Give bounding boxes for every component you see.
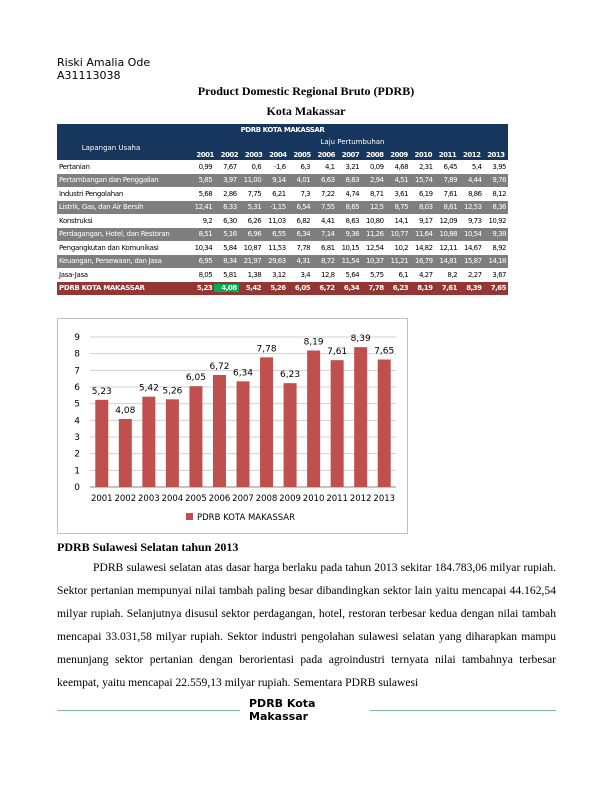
table-cell: 8,63	[345, 216, 360, 225]
x-tick-label: 2004	[161, 494, 184, 504]
row-label: Jasa-Jasa	[59, 270, 88, 279]
footer-divider-right	[370, 710, 556, 711]
row-label: Keuangan, Persewaan, dan Jasa	[59, 257, 162, 266]
table-header	[57, 136, 508, 160]
table-cell: 9,76	[492, 176, 507, 185]
table-row	[57, 228, 508, 242]
table-cell: 5,4	[471, 162, 482, 171]
table-cell: 12,5	[370, 203, 384, 212]
table-cell: 11,26	[366, 230, 384, 239]
pdrb-bar-chart	[57, 318, 408, 534]
x-tick-label: 2001	[90, 494, 113, 504]
table-cell: 3,21	[345, 162, 360, 171]
table-cell: 8,12	[492, 189, 507, 198]
table-cell: 2,31	[418, 162, 433, 171]
legend-label: PDRB KOTA MAKASSAR	[197, 513, 296, 523]
table-cell: 6,26	[247, 216, 262, 225]
y-tick-label: 5	[74, 399, 80, 410]
table-cell: 7,78	[296, 243, 311, 252]
x-tick-label: 2009	[279, 494, 301, 504]
total-cell: 7,61	[441, 284, 458, 293]
data-label: 5,23	[91, 386, 112, 397]
total-cell: 4,08	[214, 284, 238, 292]
row-label: Pengangkutan dan Komunikasi	[59, 243, 159, 252]
table-body	[57, 160, 508, 295]
table-cell: 4,27	[418, 270, 433, 279]
x-tick-label: 2003	[138, 494, 160, 504]
table-cell: 12,41	[194, 203, 213, 212]
table-cell: 2,27	[467, 270, 482, 279]
y-tick-label: 8	[74, 349, 80, 360]
total-cell: 8,39	[466, 284, 482, 293]
x-tick-label: 2010	[302, 494, 325, 504]
table-cell: 9,36	[345, 230, 360, 239]
table-cell: 16,79	[415, 257, 433, 266]
table-row	[57, 255, 508, 269]
table-cell: -1,15	[270, 203, 286, 212]
bar	[95, 400, 108, 487]
table-cell: 10,34	[194, 243, 213, 252]
table-cell: 6,96	[247, 230, 262, 239]
row-label: Konstruksi	[59, 216, 93, 225]
y-tick-label: 4	[74, 416, 80, 427]
data-label: 6,23	[280, 370, 301, 381]
table-cell: 5,68	[198, 189, 213, 198]
table-cell: 5,16	[223, 230, 237, 239]
table-cell: 8,05	[198, 270, 213, 279]
table-cell: 8,03	[418, 203, 433, 212]
table-cell: 6,55	[272, 230, 286, 239]
table-cell: 10,80	[366, 216, 384, 225]
table-cell: 3,61	[394, 189, 409, 198]
table-cell: 8,61	[443, 203, 458, 212]
y-tick-label: 1	[74, 466, 80, 477]
table-cell: 3,95	[492, 162, 507, 171]
table-row	[57, 201, 508, 215]
x-tick-label: 2011	[326, 494, 348, 504]
table-cell: 7,67	[223, 162, 237, 171]
table-cell: 7,14	[321, 230, 335, 239]
table-cell: 6,34	[296, 230, 311, 239]
table-cell: 3,12	[272, 270, 286, 279]
table-cell: 11,64	[415, 230, 433, 239]
table-cell: 4,41	[321, 216, 335, 225]
table-cell: 4,74	[345, 189, 360, 198]
year-header: 2002	[220, 151, 239, 159]
table-cell: 6,1	[398, 270, 409, 279]
total-cell: 6,34	[343, 284, 360, 293]
bar	[378, 360, 391, 488]
table-cell: 6,54	[296, 203, 311, 212]
total-label: PDRB KOTA MAKASSAR	[59, 284, 145, 293]
table-cell: 11,03	[268, 216, 286, 225]
year-header: 2011	[438, 151, 457, 159]
table-cell: 8,86	[467, 189, 482, 198]
x-tick-label: 2008	[255, 494, 278, 504]
row-label: Industri Pengolahan	[59, 189, 123, 198]
section-heading: PDRB Sulawesi Selatan tahun 2013	[57, 540, 239, 554]
table-cell: 11,21	[390, 257, 409, 266]
table-cell: 2,94	[370, 176, 384, 185]
total-cell: 6,72	[319, 284, 335, 293]
table-cell: 5,85	[198, 176, 213, 185]
table-cell: 8,65	[345, 203, 360, 212]
data-label: 8,39	[350, 334, 371, 345]
table-cell: 8,63	[345, 176, 360, 185]
footer-divider-left	[57, 710, 240, 711]
total-cell: 7,78	[368, 284, 384, 293]
table-cell: 14,18	[488, 257, 507, 266]
bar	[260, 357, 273, 487]
bar	[119, 419, 132, 487]
year-header: 2003	[244, 151, 263, 159]
table-cell: 6,95	[198, 257, 213, 266]
data-label: 6,72	[209, 362, 230, 372]
y-tick-label: 6	[74, 383, 80, 393]
year-header: 2008	[366, 151, 384, 159]
table-cell: 5,84	[223, 243, 237, 252]
author-id: A31113038	[57, 69, 121, 82]
table-cell: 15,74	[415, 176, 433, 185]
row-label: Pertanian	[59, 162, 90, 171]
table-cell: 4,68	[394, 162, 409, 171]
table-cell: 6,45	[443, 162, 458, 171]
table-cell: 8,2	[447, 270, 458, 279]
table-cell: 10,77	[390, 230, 409, 239]
table-cell: 5,64	[345, 270, 360, 279]
table-cell: 10,87	[243, 243, 262, 252]
year-header: 2010	[414, 151, 432, 159]
table-cell: 8,75	[394, 203, 409, 212]
table-cell: 5,75	[370, 270, 384, 279]
table-cell: 4,51	[394, 176, 409, 185]
total-cell: 8,19	[417, 284, 433, 293]
table-cell: 9,38	[492, 230, 507, 239]
table-row	[57, 174, 508, 188]
year-header: 2005	[293, 151, 311, 159]
table-cell: 6,82	[296, 216, 311, 225]
table-cell: 14,81	[439, 257, 458, 266]
footer-line-1: PDRB Kota	[249, 697, 316, 710]
author-block	[57, 56, 150, 82]
table-cell: 8,36	[492, 203, 507, 212]
pdrb-table	[57, 124, 508, 295]
table-cell: 8,71	[370, 189, 384, 198]
legend-swatch	[186, 513, 193, 520]
table-cell: 11,54	[341, 257, 360, 266]
table-cell: 7,75	[247, 189, 262, 198]
y-tick-label: 3	[74, 433, 80, 443]
table-cell: 9,2	[202, 216, 213, 225]
table-cell: 3,67	[492, 270, 507, 279]
bar	[331, 360, 344, 487]
table-cell: 10,88	[439, 230, 458, 239]
table-cell: 5,31	[247, 203, 262, 212]
data-label: 7,65	[374, 346, 395, 357]
table-cell: 0,99	[198, 162, 213, 171]
table-cell: 6,63	[321, 176, 335, 185]
row-label: Perdagangan, Hotel, dan Restoran	[59, 230, 170, 239]
table-cell: 1,38	[247, 270, 262, 279]
table-cell: 4,31	[296, 257, 311, 266]
x-tick-label: 2005	[185, 494, 207, 504]
total-cell: 6,05	[294, 284, 311, 293]
year-header: 2006	[317, 151, 336, 159]
table-cell: 8,34	[223, 257, 237, 266]
table-cell: 21,97	[243, 257, 262, 266]
table-cell: 9,73	[467, 216, 482, 225]
data-label: 5,42	[138, 383, 159, 394]
y-tick-label: 9	[74, 333, 80, 343]
table-cell: 11,00	[243, 176, 262, 185]
bar	[189, 386, 202, 487]
x-tick-label: 2012	[349, 494, 372, 504]
table-cell: 10,37	[366, 257, 384, 266]
body-paragraph	[57, 556, 556, 694]
bar	[307, 351, 320, 488]
footer-label	[249, 697, 359, 723]
document-title: Product Domestic Regional Bruto (PDRB)	[197, 84, 415, 98]
table-cell: 10,2	[394, 243, 409, 252]
table-cell: 0,09	[370, 162, 384, 171]
bar	[213, 375, 226, 487]
table-cell: 6,3	[300, 162, 311, 171]
total-cell: 5,42	[245, 284, 262, 293]
year-header: 2012	[462, 151, 481, 159]
bar	[237, 381, 250, 487]
table-cell: 11,53	[268, 243, 286, 252]
total-cell: 5,26	[270, 284, 286, 293]
table-row	[57, 268, 508, 282]
year-header: 2013	[487, 151, 505, 159]
table-cell: 29,63	[268, 257, 286, 266]
year-header: 2004	[269, 151, 287, 159]
total-cell: 6,23	[392, 284, 409, 293]
data-label: 6,34	[232, 368, 254, 379]
table-cell: 12,53	[463, 203, 482, 212]
y-tick-label: 0	[74, 483, 80, 493]
table-row	[57, 160, 508, 174]
group-label: Laju Pertumbuhan	[320, 138, 385, 146]
total-cell: 5,23	[196, 284, 213, 293]
data-label: 7,78	[256, 344, 277, 355]
table-row	[57, 187, 508, 201]
total-cell: 7,65	[490, 284, 507, 293]
table-cell: 7,3	[300, 189, 311, 198]
table-cell: 12,11	[439, 243, 458, 252]
data-label: 4,08	[115, 406, 136, 416]
table-cell: 12,09	[439, 216, 458, 225]
author-name: Riski Amalia Ode	[57, 56, 151, 69]
table-cell: 9,14	[272, 176, 286, 185]
table-cell: 7,55	[321, 203, 335, 212]
y-tick-label: 7	[74, 366, 80, 377]
table-cell: 9,17	[418, 216, 433, 225]
bar	[142, 397, 155, 487]
table-cell: 14,1	[394, 216, 409, 225]
table-row	[57, 214, 508, 228]
table-cell: 4,44	[467, 176, 482, 185]
data-label: 7,61	[327, 347, 348, 358]
year-header-row	[193, 151, 508, 159]
table-cell: 6,19	[418, 189, 433, 198]
table-cell: 4,01	[296, 176, 311, 185]
table-cell: 8,92	[492, 243, 507, 252]
paragraph-text: PDRB sulawesi selatan atas dasar harga berlaku pada tahun 2013 sekitar 184.783,06 milyar rupiah. Sektor pertanian mempunyai nilai tambah paling besar dibandingkan sektor lain yaitu mencapai 44.162,54 milyar rupiah. Selanjutnya disusul sektor perdagangan, hotel, restoran terbesar kedua dengan nilai tambah mencapai 33.031,58 milyar rupiah. Sektor industri pengolahan sulawesi selatan yang diharapkan mampu menunjang sektor pertanian dengan berorientasi pada agroindustri ternyata nilai tambahnya terbesar keempat, yaitu mencapai 22.559,13 milyar rupiah. Sementara PDRB sulawesi	[57, 561, 556, 689]
year-header: 2007	[341, 151, 360, 159]
bar	[166, 399, 179, 487]
table-cell: 12,8	[321, 270, 335, 279]
table-cell: 10,92	[488, 216, 507, 225]
table-cell: 14,82	[415, 243, 433, 252]
bar	[284, 383, 297, 487]
x-tick-label: 2002	[114, 494, 137, 504]
table-cell: 10,15	[341, 243, 360, 252]
data-label: 5,26	[162, 386, 183, 397]
chart-canvas	[58, 319, 409, 535]
table-cell: 3,4	[300, 270, 311, 279]
table-cell: 6,30	[223, 216, 237, 225]
row-label: Pertambangan dan Penggalian	[59, 176, 159, 185]
table-cell: 5,81	[223, 270, 237, 279]
table-cell: 6,81	[321, 243, 335, 252]
document-subtitle: Kota Makassar	[266, 104, 346, 118]
table-cell: 7,89	[443, 176, 458, 185]
table-cell: 0,6	[251, 162, 262, 171]
table-cell: -1,6	[273, 162, 286, 171]
column-label: Lapangan Usaha	[81, 144, 141, 152]
table-cell: 10,54	[463, 230, 482, 239]
table-cell: 6,21	[272, 189, 286, 198]
table-cell: 2,86	[223, 189, 237, 198]
row-label: Listrik, Gas, dan Air Bersih	[59, 203, 144, 212]
table-cell: 15,87	[463, 257, 482, 266]
table-cell: 4,1	[324, 162, 335, 171]
table-cell: 7,61	[443, 189, 458, 198]
table-row	[57, 241, 508, 255]
table-cell: 6,33	[223, 203, 237, 212]
y-tick-label: 2	[74, 449, 80, 460]
table-title: PDRB KOTA MAKASSAR	[57, 124, 508, 136]
table-cell: 12,54	[366, 243, 384, 252]
table-cell: 14,67	[463, 243, 482, 252]
x-tick-label: 2006	[208, 494, 231, 504]
footer-line-2: Makassar	[249, 710, 309, 723]
table-cell: 8,72	[321, 257, 335, 266]
total-row	[57, 282, 508, 296]
data-label: 8,19	[303, 337, 324, 348]
data-label: 6,05	[185, 373, 206, 384]
x-tick-label: 2007	[232, 494, 254, 504]
table-cell: 8,51	[198, 230, 213, 239]
year-header: 2001	[196, 151, 214, 159]
x-tick-label: 2013	[373, 494, 396, 504]
table-cell: 7,22	[321, 189, 335, 198]
year-header: 2009	[390, 151, 408, 159]
bar	[354, 347, 367, 487]
table-cell: 3,97	[223, 176, 237, 185]
